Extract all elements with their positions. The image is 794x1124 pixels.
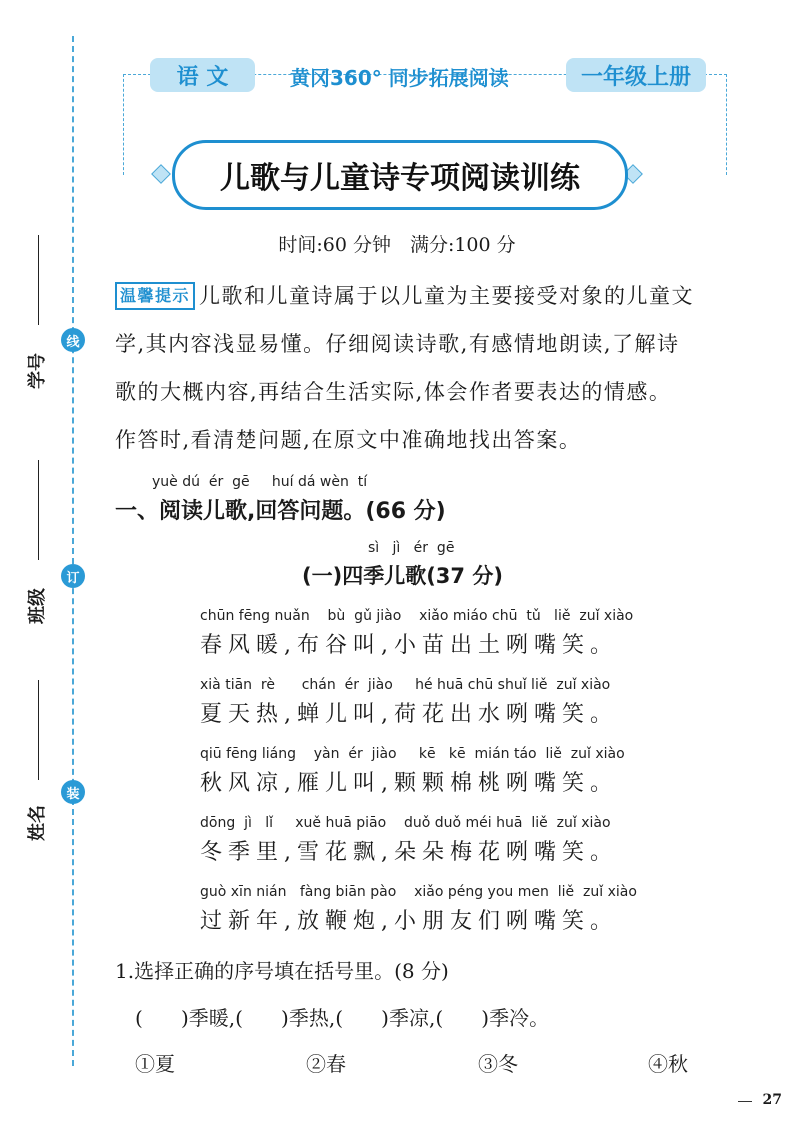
poem-line-pinyin: qiū fēng liáng yàn ér jiào kē kē mián táo liě zuǐ xiào [200, 746, 625, 762]
student-id-label: 学号 [27, 353, 48, 389]
series-title: 黄冈360° 同步拓展阅读 [290, 66, 509, 90]
poem-line: 过新年,放鞭炮,小朋友们咧嘴笑。 [200, 909, 618, 934]
section-heading: 一、阅读儿歌,回答问题。(66 分) [115, 499, 446, 524]
binding-badge-bind: 装 [61, 780, 85, 804]
tip-line: 作答时,看清楚问题,在原文中准确地找出答案。 [115, 428, 582, 452]
poem-line-pinyin: xià tiān rè chán ér jiào hé huā chū shuǐ liě zuǐ xiào [200, 677, 611, 693]
binding-badge-order: 订 [61, 564, 85, 588]
page-title: 儿歌与儿童诗专项阅读训练 [172, 140, 628, 210]
section-heading-pinyin: yuè dú ér gē huí dá wèn tí [152, 474, 368, 490]
name-label: 姓名 [27, 805, 48, 841]
poem-line: 夏天热,蝉儿叫,荷花出水咧嘴笑。 [200, 702, 618, 727]
tip-line: 歌的大概内容,再结合生活实际,体会作者要表达的情感。 [115, 380, 672, 404]
poem-title-pinyin: sì jì ér gē [368, 540, 455, 556]
question-1-prompt: 1.选择正确的序号填在括号里。(8 分) [115, 959, 449, 983]
grade-badge: 一年级上册 [566, 58, 706, 92]
option-4: ④秋 [648, 1052, 688, 1076]
poem-line: 春风暖,布谷叫,小苗出土咧嘴笑。 [200, 633, 618, 658]
page-number-rule [738, 1101, 752, 1102]
tip-paragraph [115, 272, 755, 464]
poem-line: 秋风凉,雁儿叫,颗颗棉桃咧嘴笑。 [200, 771, 618, 796]
time-and-score: 时间:60 分钟 满分:100 分 [278, 234, 516, 256]
tip-tag: 温馨提示 [115, 282, 195, 310]
poem-line-pinyin: guò xīn nián fàng biān pào xiǎo péng you men liě zuǐ xiào [200, 884, 637, 900]
option-2: ②春 [306, 1052, 346, 1076]
poem-line-pinyin: chūn fēng nuǎn bù gǔ jiào xiǎo miáo chū tǔ liě zuǐ xiào [200, 608, 634, 624]
binding-dashed-line [72, 36, 74, 1066]
tip-line: 学,其内容浅显易懂。仔细阅读诗歌,有感情地朗读,了解诗 [115, 332, 680, 356]
poem-title: (一)四季儿歌(37 分) [302, 564, 503, 588]
binding-badge-line: 线 [61, 328, 85, 352]
poem-line: 冬季里,雪花飘,朵朵梅花咧嘴笑。 [200, 840, 618, 865]
tip-line: 儿歌和儿童诗属于以儿童为主要接受对象的儿童文 [199, 284, 695, 308]
name-blank[interactable] [38, 680, 40, 780]
option-1: ①夏 [135, 1052, 175, 1076]
question-1-fill-blanks[interactable]: ( )季暖,( )季热,( )季凉,( )季冷。 [135, 1006, 550, 1030]
page-number: 27 [762, 1092, 782, 1108]
option-3: ③冬 [478, 1052, 518, 1076]
subject-badge: 语 文 [150, 58, 255, 92]
poem-line-pinyin: dōng jì lǐ xuě huā piāo duǒ duǒ méi huā liě zuǐ xiào [200, 815, 611, 831]
class-label: 班级 [27, 588, 48, 624]
class-blank[interactable] [38, 460, 40, 560]
